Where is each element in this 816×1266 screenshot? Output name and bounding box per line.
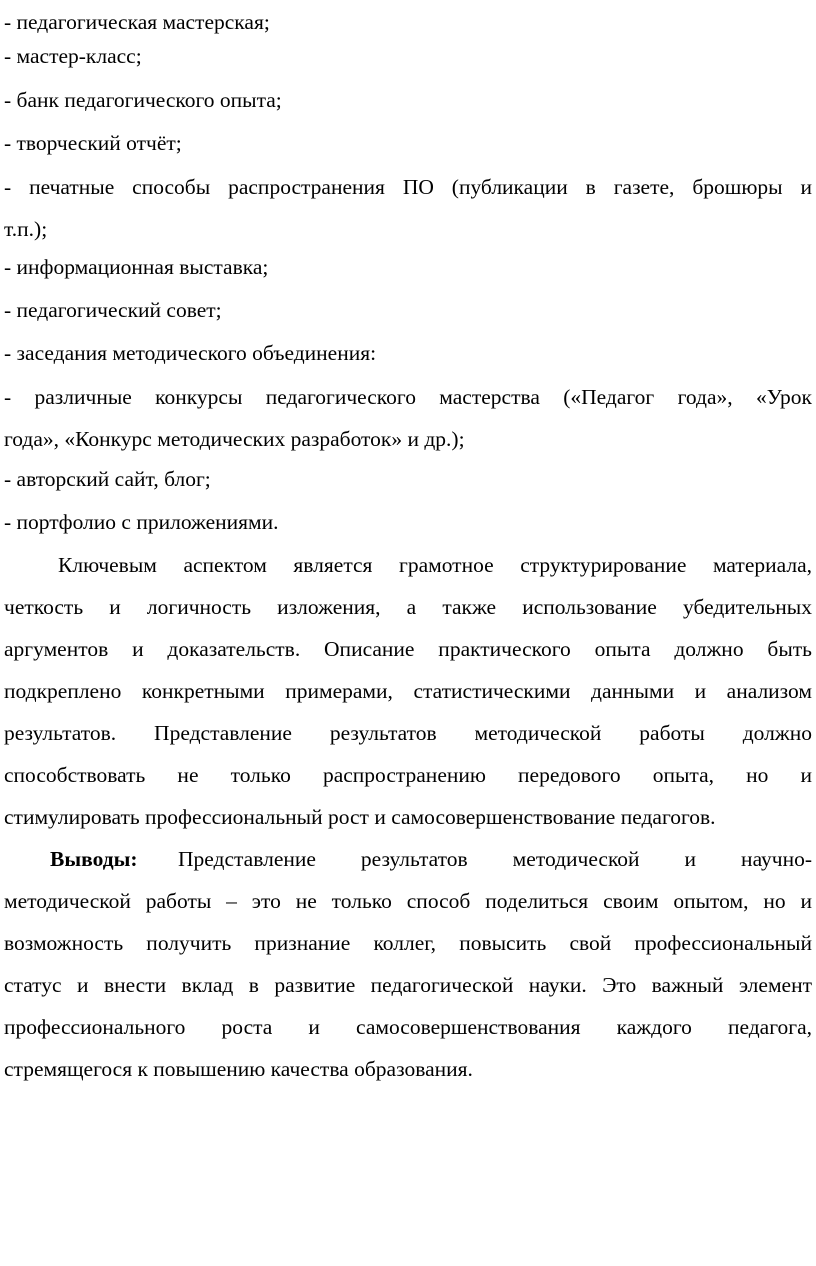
conclusion-label [50,847,180,871]
conclusion-label-text: Выводы: [50,847,138,871]
paragraph-line: статус и внести вклад в развитие педагогической науки. Это важный элемент [4,973,812,997]
paragraph-line: аргументов и доказательств. Описание практического опыта должно быть [4,637,812,661]
list-item: - банк педагогического опыта; [4,88,282,112]
list-item: - информационная выставка; [4,255,269,279]
paragraph-line: Представление результатов методической и научно- [178,847,812,871]
paragraph-line: возможность получить признание коллег, повысить свой профессиональный [4,931,812,955]
list-item: - творческий отчёт; [4,131,182,155]
paragraph-line: методической работы – это не только способ поделиться своим опытом, но и [4,889,812,913]
paragraph-line: стимулировать профессиональный рост и самосовершенствование педагогов. [4,805,716,829]
list-item: - заседания методического объединения: [4,341,377,365]
list-item: - печатные способы распространения ПО (публикации в газете, брошюры и [4,175,812,199]
list-item: - различные конкурсы педагогического мастерства («Педагог года», «Урок [4,385,812,409]
list-item: - мастер-класс; [4,44,142,68]
paragraph-line: Ключевым аспектом является грамотное структурирование материала, [58,553,812,577]
paragraph-line: способствовать не только распространению передового опыта, но и [4,763,812,787]
paragraph-line: профессионального роста и самосовершенствования каждого педагога, [4,1015,812,1039]
paragraph-line: подкреплено конкретными примерами, статистическими данными и анализом [4,679,812,703]
list-item-continuation: года», «Конкурс методических разработок» и др.); [4,427,465,451]
paragraph-line: стремящегося к повышению качества образования. [4,1057,473,1081]
paragraph-line: четкость и логичность изложения, а также использование убедительных [4,595,812,619]
list-item: - педагогический совет; [4,298,222,322]
paragraph-line: результатов. Представление результатов методической работы должно [4,721,812,745]
list-item: - портфолио с приложениями. [4,510,279,534]
list-item-continuation: т.п.); [4,217,48,241]
list-item: - авторский сайт, блог; [4,467,211,491]
list-item: - педагогическая мастерская; [4,10,270,34]
